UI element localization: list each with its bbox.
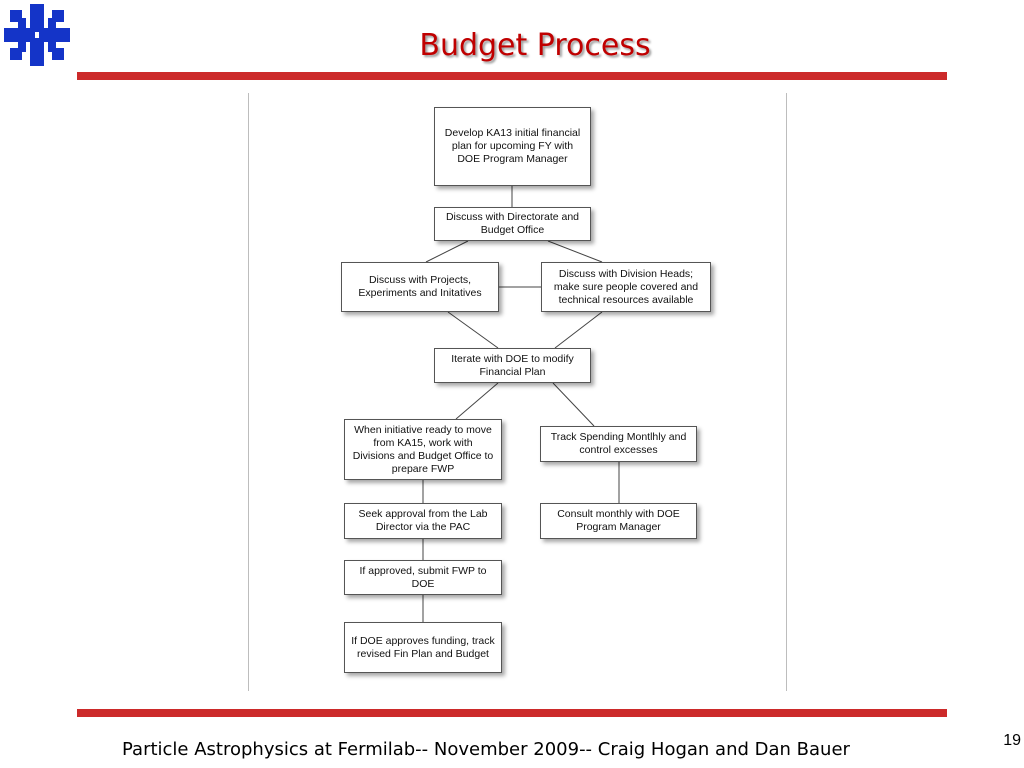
node-label: Consult monthly with DOE Program Manager	[557, 508, 680, 533]
node-label: Iterate with DOE to modify Financial Plan	[451, 352, 574, 378]
node-submit-fwp	[344, 560, 502, 595]
connector	[426, 241, 468, 262]
node-iterate-doe	[434, 348, 591, 383]
node-label: Track Spending Montlhly and control excesses	[550, 431, 687, 456]
node-discuss-directorate	[434, 207, 591, 241]
connector	[553, 383, 594, 426]
node-label: Develop KA13 initial financial plan for upcoming FY with DOE Program Manager	[444, 127, 581, 165]
bottom-rule	[77, 709, 947, 717]
node-doe-approves	[344, 622, 502, 673]
node-track-spending	[540, 426, 697, 462]
connector	[555, 312, 602, 348]
page-number: 19	[1003, 732, 1021, 749]
node-label: Discuss with Division Heads; make sure people covered and technical resources available	[553, 267, 699, 306]
node-seek-approval	[344, 503, 502, 539]
node-discuss-projects	[341, 262, 499, 312]
node-label: Discuss with Projects, Experiments and Initatives	[358, 274, 482, 299]
node-consult-monthly	[540, 503, 697, 539]
node-initiative-ready	[344, 419, 502, 480]
node-develop-plan	[434, 107, 591, 186]
slide-footer: Particle Astrophysics at Fermilab-- November 2009-- Craig Hogan and Dan Bauer	[122, 739, 850, 760]
node-label: When initiative ready to move from KA15, work with Divisions and Budget Office to prepare FWP	[352, 423, 494, 475]
connector	[456, 383, 498, 419]
node-discuss-division-heads	[541, 262, 711, 312]
node-label: Seek approval from the Lab Director via the PAC	[358, 508, 488, 533]
node-label: Discuss with Directorate and Budget Office	[445, 211, 580, 236]
slide-title: Budget Process	[419, 28, 651, 63]
node-label: If approved, submit FWP to DOE	[359, 564, 487, 590]
connector	[448, 312, 498, 348]
node-label: If DOE approves funding, track revised Fin Plan and Budget	[351, 634, 495, 660]
connector	[548, 241, 602, 262]
